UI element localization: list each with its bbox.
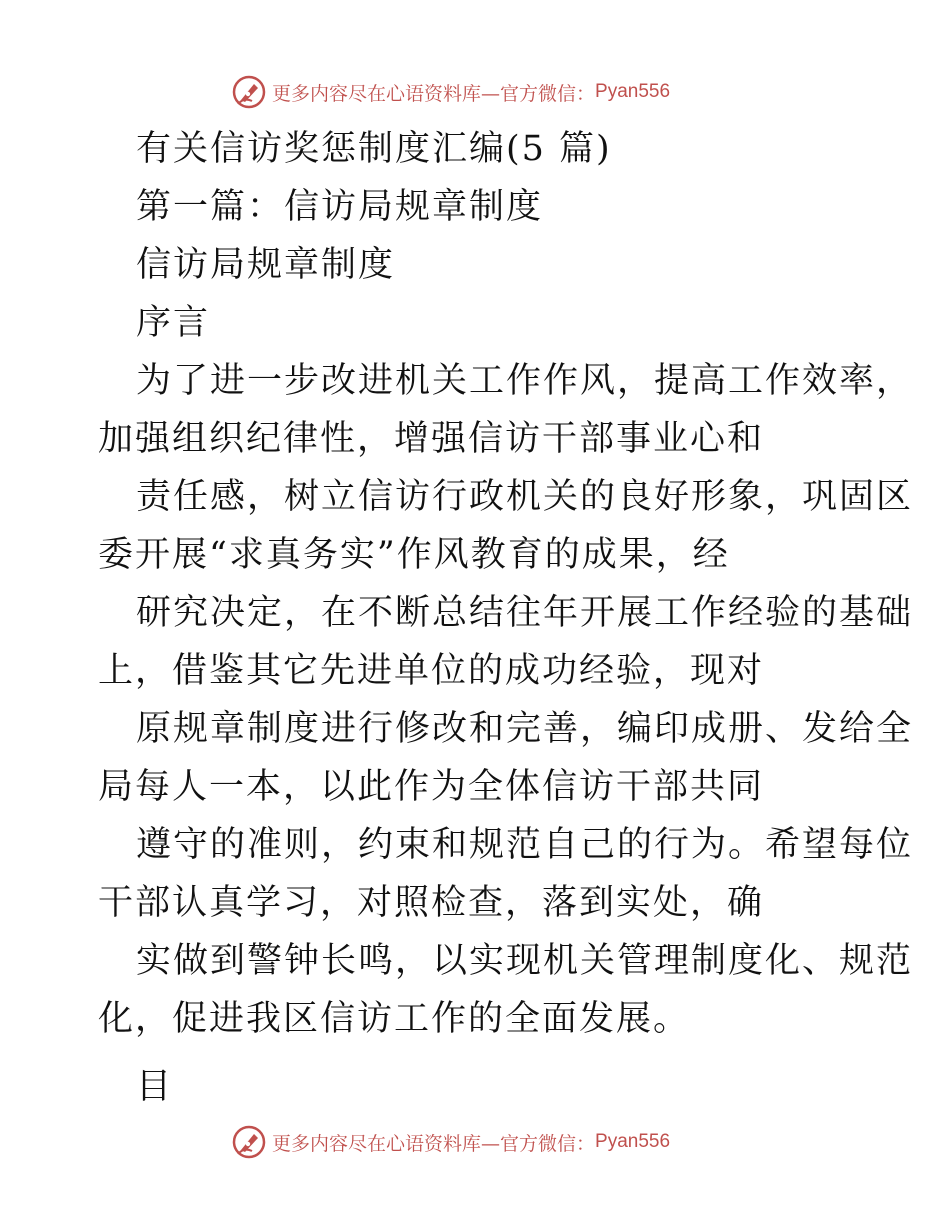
paragraph-line: 委开展“求真务实”作风教育的成果，经 (98, 535, 730, 575)
watermark-text: 更多内容尽在心语资料库—官方微信： (272, 1132, 596, 1155)
paragraph-line: 化，促进我区信访工作的全面发展。 (98, 999, 691, 1039)
watermark-banner-bottom (232, 1122, 670, 1162)
paragraph-line: 实做到警钟长鸣，以实现机关管理制度化、规范 (136, 941, 914, 981)
paragraph-line: 局每人一本，以此作为全体信访干部共同 (98, 767, 765, 807)
watermark-banner-top (232, 72, 670, 112)
paragraph-line: 研究决定，在不断总结往年开展工作经验的基础 (136, 593, 914, 633)
section-subtitle: 信访局规章制度 (136, 245, 396, 285)
paragraph-line: 加强组织纪律性，增强信访干部事业心和 (98, 419, 765, 459)
paragraph-line: 干部认真学习，对照检查，落到实处，确 (98, 883, 765, 923)
paragraph-line: 责任感，树立信访行政机关的良好形象，巩固区 (136, 477, 914, 517)
paragraph-line: 为了进一步改进机关工作作风，提高工作效率， (136, 361, 914, 401)
watermark-wechat-id: Pyan556 (595, 81, 671, 102)
document-title: 有关信访奖惩制度汇编(5 篇) (136, 129, 612, 169)
watermark-text: 更多内容尽在心语资料库—官方微信： (272, 82, 596, 105)
document-body (98, 120, 914, 1116)
paragraph-line: 遵守的准则，约束和规范自己的行为。希望每位 (136, 825, 914, 865)
watermark-wechat-id: Pyan556 (595, 1131, 671, 1152)
pen-nib-logo-icon (232, 1125, 266, 1159)
chapter-heading: 第一篇：信访局规章制度 (136, 187, 544, 227)
paragraph-line: 上，借鉴其它先进单位的成功经验，现对 (98, 651, 765, 691)
toc-heading: 目 (136, 1067, 174, 1107)
preface-heading: 序言 (136, 303, 211, 343)
paragraph-line: 原规章制度进行修改和完善，编印成册、发给全 (136, 709, 914, 749)
pen-nib-logo-icon (232, 75, 266, 109)
